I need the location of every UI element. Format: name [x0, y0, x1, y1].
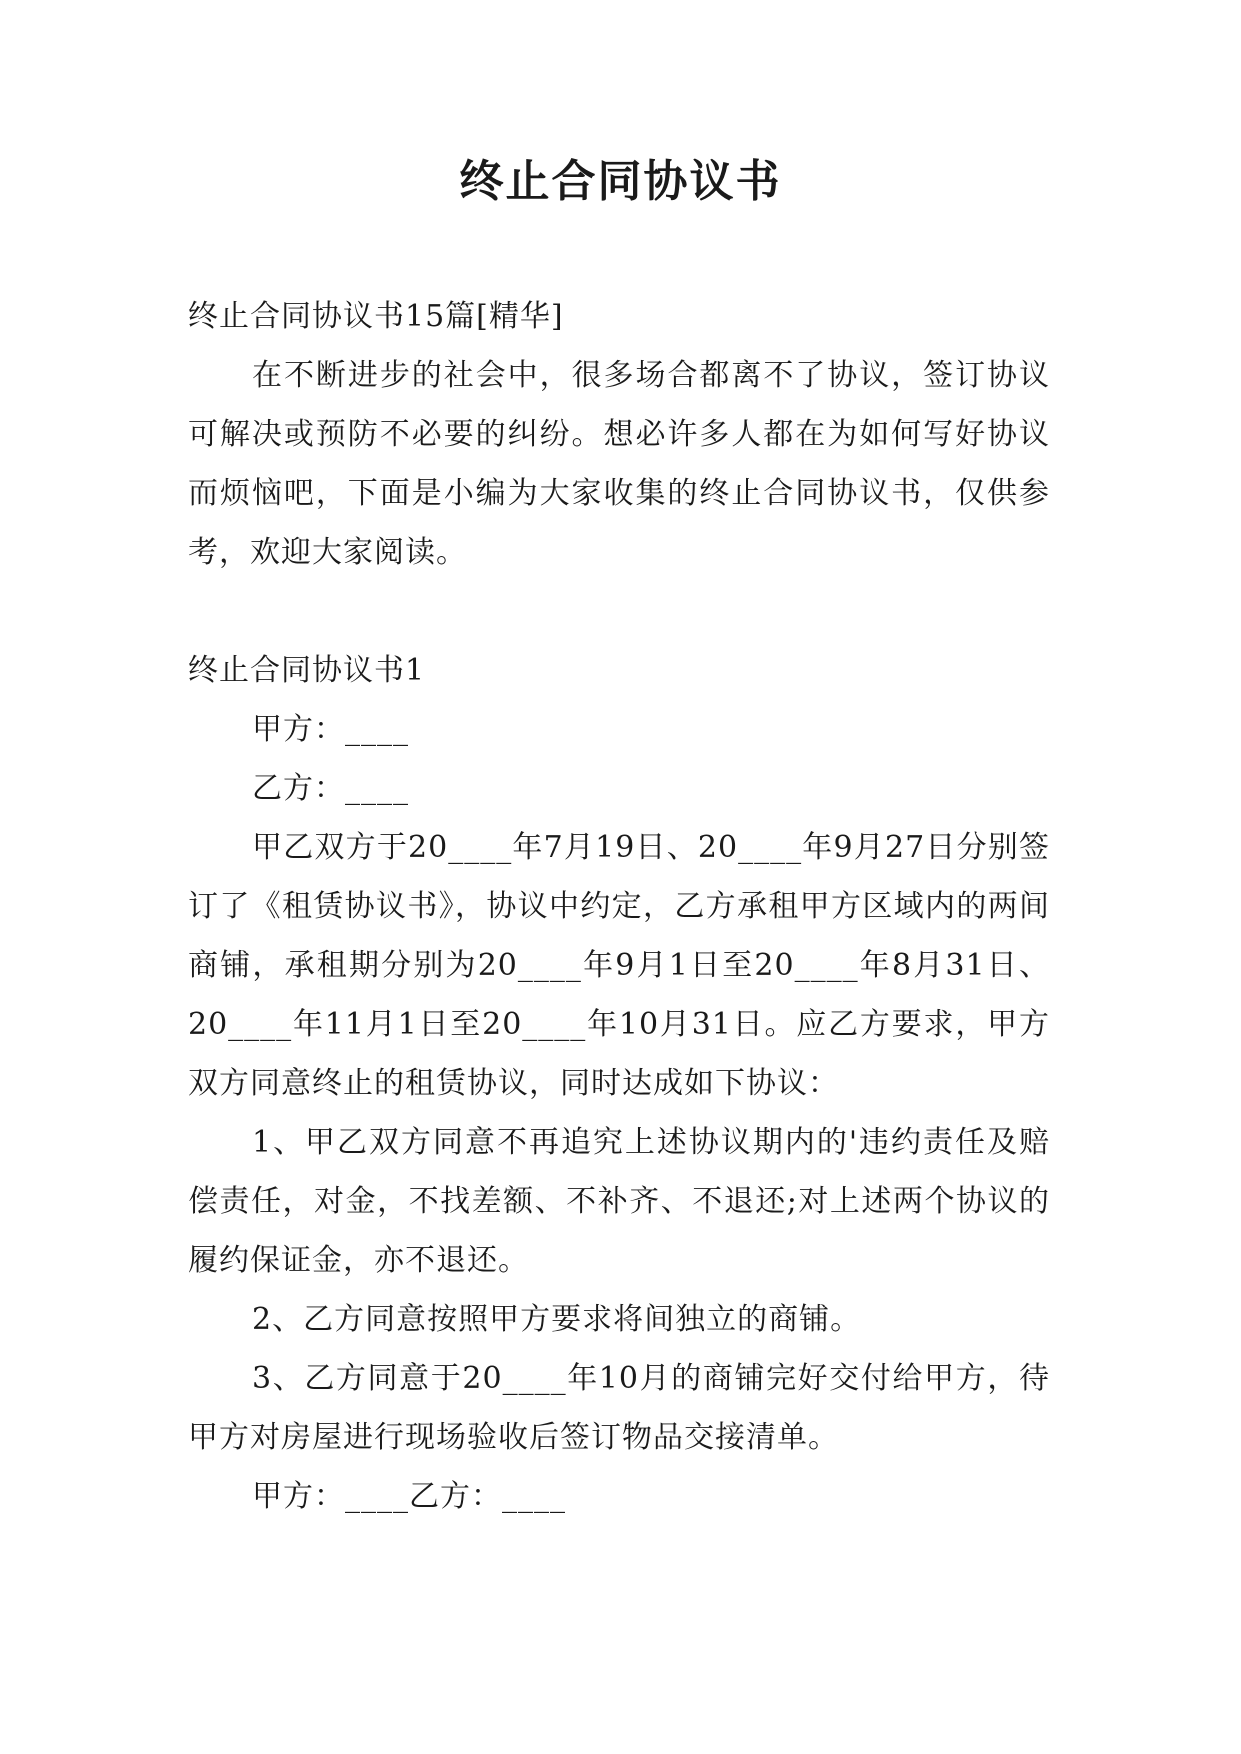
section-title: 终止合同协议书1 [188, 653, 426, 688]
clause-2: 2、乙方同意按照甲方要求将间独立的商铺。 [252, 1302, 862, 1337]
clause-3: 3、乙方同意于20____年10月的商铺完好交付给甲方，待甲方对房屋进行现场验收后签订物品交接清单。 [188, 1361, 1050, 1455]
document-subtitle: 终止合同协议书15篇[精华] [188, 299, 564, 334]
intro-paragraph: 在不断进步的社会中，很多场合都离不了协议，签订协议可解决或预防不必要的纠纷。想必许多人都在为如何写好协议而烦恼吧，下面是小编为大家收集的终止合同协议书，仅供参考，欢迎大家阅读。 [188, 358, 1050, 570]
party-b-line: 乙方：____ [252, 771, 409, 806]
signature-line: 甲方：____乙方：____ [252, 1479, 566, 1514]
party-a-line: 甲方：____ [252, 712, 409, 747]
paragraph-gap [188, 582, 1050, 641]
document-body [188, 287, 1050, 1526]
main-paragraph: 甲乙双方于20____年7月19日、20____年9月27日分别签订了《租赁协议书》，协议中约定，乙方承租甲方区域内的两间商铺，承租期分别为20____年9月1日至20____年8月31日、20____年11月1日至20____年10月31日。应乙方要求，甲方双方同意终止的租赁协议，同时达成如下协议： [188, 830, 1050, 1101]
clause-1: 1、甲乙双方同意不再追究上述协议期内的'违约责任及赔偿责任，对金，不找差额、不补齐、不退还;对上述两个协议的履约保证金，亦不退还。 [188, 1125, 1050, 1278]
document-title: 终止合同协议书 [459, 156, 782, 207]
